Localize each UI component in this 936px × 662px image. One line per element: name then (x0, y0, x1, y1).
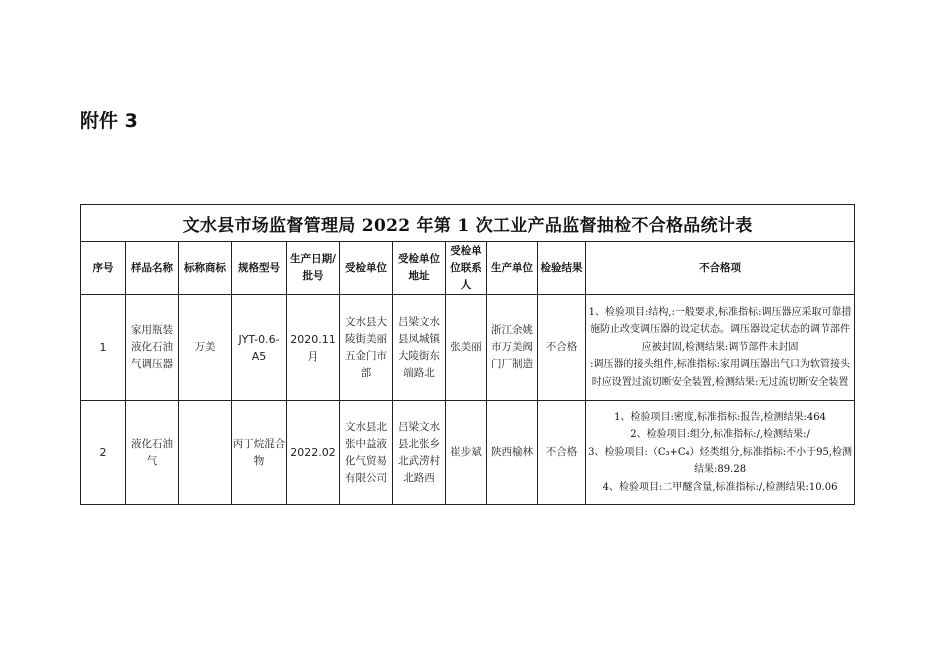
header-brand: 标称商标 (179, 242, 232, 295)
defect-item: 3、检验项目:（C₃+C₄）烃类组分,标准指标:不小于95,检测结果:89.28 (588, 446, 852, 476)
cell-production-date: 2020.11月 (287, 295, 340, 401)
attachment-label: 附件 3 (80, 110, 138, 132)
header-seq: 序号 (81, 242, 126, 295)
cell-nonconforming-items (586, 295, 855, 401)
table-header-row (81, 242, 855, 295)
cell-brand: 万美 (179, 295, 232, 401)
header-inspected-unit: 受检单位 (340, 242, 393, 295)
table-row (81, 401, 855, 505)
defect-item: 4、检验项目:二甲醚含量,标准指标:/,检测结果:10.06 (602, 481, 838, 493)
cell-contact: 张美丽 (446, 295, 487, 401)
header-manufacturer: 生产单位 (487, 242, 538, 295)
header-model: 规格型号 (232, 242, 287, 295)
header-sample-name: 样品名称 (126, 242, 179, 295)
nonconforming-products-table (80, 204, 855, 505)
header-inspected-address: 受检单位地址 (393, 242, 446, 295)
cell-result: 不合格 (538, 401, 586, 505)
cell-result: 不合格 (538, 295, 586, 401)
defect-item: 2、检验项目:组分,标准指标:/,检测结果:/ (630, 429, 810, 441)
header-contact: 受检单位联系人 (446, 242, 487, 295)
header-nonconforming-items: 不合格项 (586, 242, 855, 295)
cell-manufacturer: 陕西榆林 (487, 401, 538, 505)
cell-nonconforming-items (586, 401, 855, 505)
header-production-date: 生产日期/批号 (287, 242, 340, 295)
cell-seq: 1 (81, 295, 126, 401)
cell-inspected-unit: 文水县北张中益液化气贸易有限公司 (340, 401, 393, 505)
table-title: 文水县市场监督管理局 2022 年第 1 次工业产品监督抽检不合格品统计表 (81, 205, 855, 242)
table-row (81, 295, 855, 401)
cell-inspected-address: 吕梁文水县北张乡北武涝村北路西 (393, 401, 446, 505)
defect-item: :调压器的接头组件,标准指标:家用调压器出气口为软管接头时应设置过流切断安全装置,检测结果:无过流切断安全装置 (590, 359, 851, 388)
cell-seq: 2 (81, 401, 126, 505)
cell-inspected-unit: 文水县大陵街美丽五金门市部 (340, 295, 393, 401)
cell-production-date: 2022.02 (287, 401, 340, 505)
cell-manufacturer: 浙江余姚市万美阀门厂制造 (487, 295, 538, 401)
cell-sample-name: 家用瓶装液化石油气调压器 (126, 295, 179, 401)
cell-inspected-address: 吕梁文水县凤城镇大陵街东端路北 (393, 295, 446, 401)
cell-model: 丙丁烷混合物 (232, 401, 287, 505)
cell-model: JYT-0.6-A5 (232, 295, 287, 401)
cell-brand (179, 401, 232, 505)
cell-contact: 崔步斌 (446, 401, 487, 505)
cell-sample-name: 液化石油气 (126, 401, 179, 505)
defect-item: 1、检验项目:结构,:一般要求,标准指标:调压器应采取可靠措施防止改变调压器的设定状态。调压器设定状态的调节部件应被封固,检测结果:调节部件未封固 (588, 306, 852, 353)
defect-item: 1、检验项目:密度,标准指标:报告,检测结果:464 (614, 411, 827, 423)
header-result: 检验结果 (538, 242, 586, 295)
